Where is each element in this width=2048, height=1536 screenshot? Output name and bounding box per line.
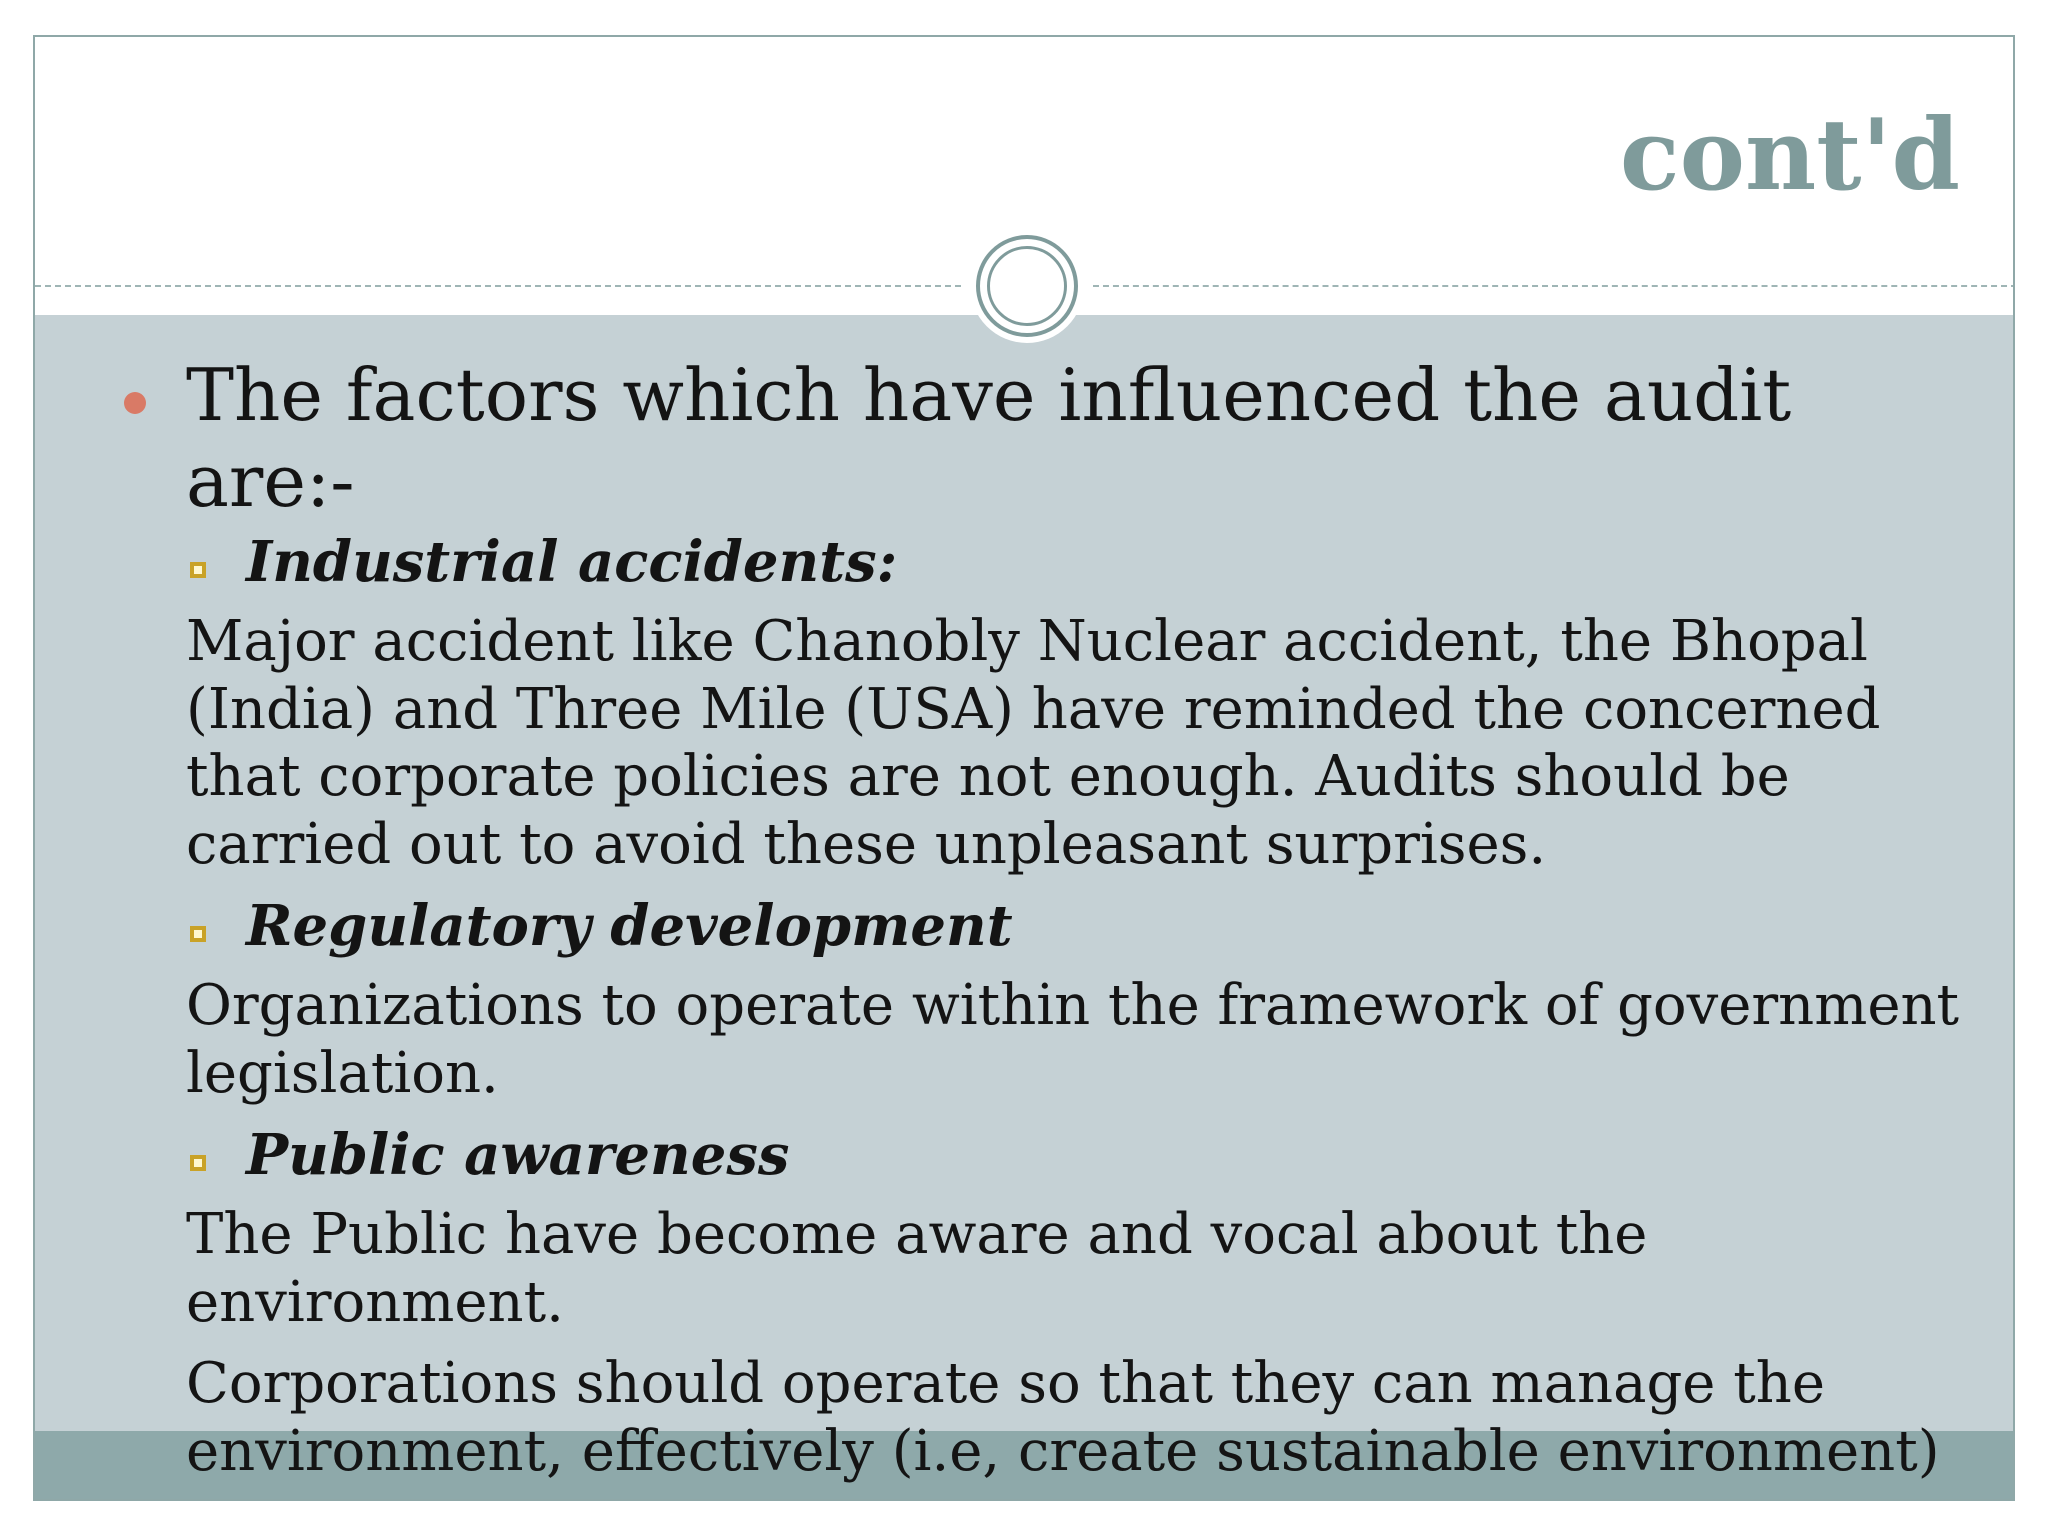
slide-title: cont'd [1619, 98, 1960, 213]
checkbox-bullet-icon [190, 1155, 206, 1171]
divider-right [1093, 285, 2015, 287]
ring-inner-icon [987, 246, 1067, 326]
intro-text: The factors which have influenced the audit are:- [186, 353, 1792, 524]
divider-left [35, 285, 961, 287]
main-bullet [150, 352, 1980, 525]
checkbox-bullet-icon [190, 926, 206, 942]
ring-ornament-icon [976, 235, 1078, 337]
checkbox-bullet-icon [190, 562, 206, 578]
section-heading-text: Regulatory development [246, 892, 1013, 959]
slide [33, 35, 2015, 1501]
slide-body [150, 352, 1980, 1500]
section-text-public-awareness: The Public have become aware and vocal about the environment. [186, 1201, 1648, 1335]
section-heading-text: Public awareness [246, 1121, 790, 1188]
section-text-industrial-accidents: Major accident like Chanobly Nuclear accident, the Bhopal (India) and Three Mile (USA) have reminded the concerned that corporate policies are not enough. Audits should be carried out to avoid these unpleasant surprises. [186, 608, 1881, 878]
bullet-dot-icon [124, 392, 146, 414]
section-heading-industrial-accidents [186, 529, 1980, 596]
section-heading-public-awareness [186, 1122, 1980, 1189]
section-text-public-awareness-2: Corporations should operate so that they can manage the environment, effectively (i.e, create sustainable environment) [186, 1351, 1940, 1485]
section-heading-regulatory-development [186, 893, 1980, 960]
section-text-regulatory-development: Organizations to operate within the framework of government legislation. [186, 973, 1960, 1106]
section-heading-text: Industrial accidents: [246, 528, 898, 595]
